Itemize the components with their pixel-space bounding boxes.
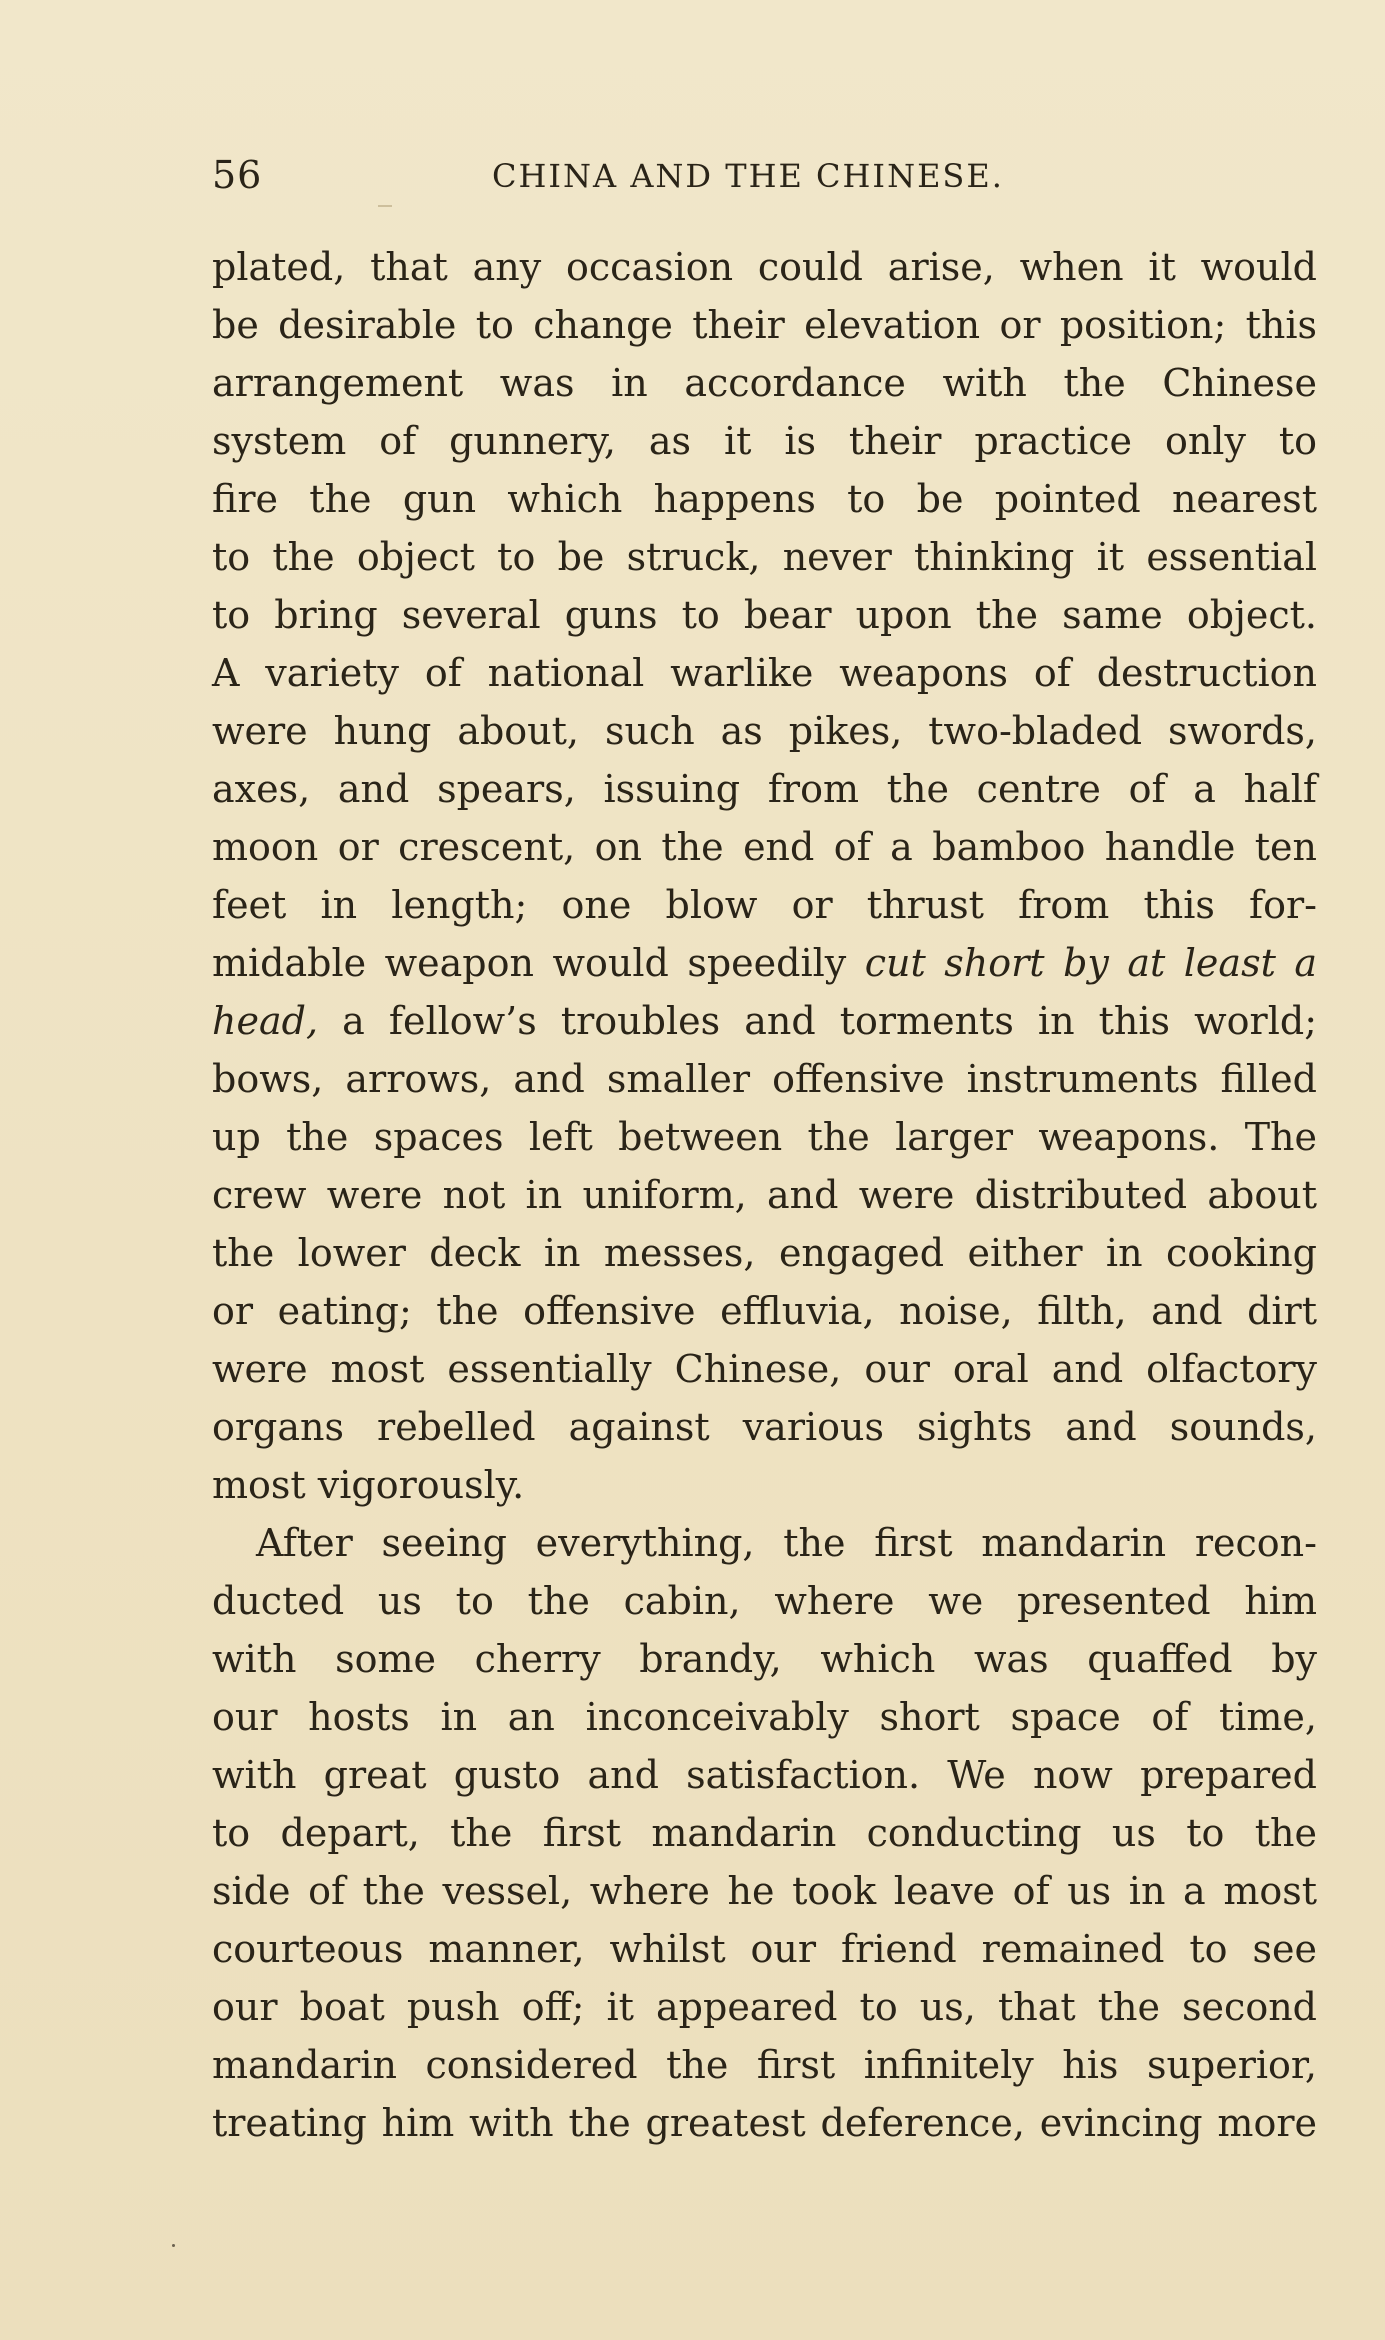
text-line: side of the vessel, where he took leave of us in a most <box>212 1869 1317 1913</box>
italic-phrase: head, <box>212 999 319 1043</box>
text-line: or eating; the offensive effluvia, noise, filth, and dirt <box>212 1289 1317 1333</box>
text-line-mixed <box>212 934 1317 992</box>
text-line: mandarin considered the first infinitely his superior, <box>212 2043 1317 2087</box>
text-line: to bring several guns to bear upon the same object. <box>212 593 1317 637</box>
text-line: with some cherry brandy, which was quaffed by <box>212 1637 1317 1681</box>
page-header <box>212 150 1317 200</box>
text-line: our boat push off; it appeared to us, that the second <box>212 1985 1317 2029</box>
ink-mark <box>378 205 392 207</box>
text-line: arrangement was in accordance with the Chinese <box>212 361 1317 405</box>
text-line: crew were not in uniform, and were distributed about <box>212 1173 1317 1217</box>
text-line: be desirable to change their elevation or position; this <box>212 303 1317 347</box>
text-line: axes, and spears, issuing from the centre of a half <box>212 767 1317 811</box>
text-line: fire the gun which happens to be pointed nearest <box>212 477 1317 521</box>
text-line: were hung about, such as pikes, two-bladed swords, <box>212 709 1317 753</box>
text-line: moon or crescent, on the end of a bamboo handle ten <box>212 825 1317 869</box>
body-text <box>212 238 1317 2152</box>
page-number: 56 <box>212 153 263 197</box>
text-line: courteous manner, whilst our friend remained to see <box>212 1927 1317 1971</box>
text-line: system of gunnery, as it is their practice only to <box>212 419 1317 463</box>
text-line: organs rebelled against various sights and sounds, <box>212 1405 1317 1449</box>
text-line: to depart, the first mandarin conducting us to the <box>212 1811 1317 1855</box>
ink-speck <box>172 2244 175 2247</box>
text-line: were most essentially Chinese, our oral and olfactory <box>212 1347 1317 1391</box>
text-line: bows, arrows, and smaller offensive instruments filled <box>212 1057 1317 1101</box>
text-run: midable weapon would speedily <box>212 941 865 985</box>
text-line: with great gusto and satisfaction. We now prepared <box>212 1753 1317 1797</box>
text-line: A variety of national warlike weapons of destruction <box>212 651 1317 695</box>
text-line: ducted us to the cabin, where we presented him <box>212 1579 1317 1623</box>
text-line: plated, that any occasion could arise, when it would <box>212 245 1317 289</box>
text-line: our hosts in an inconceivably short space of time, <box>212 1695 1317 1739</box>
text-line: the lower deck in messes, engaged either in cooking <box>212 1231 1317 1275</box>
text-line: up the spaces left between the larger weapons. The <box>212 1115 1317 1159</box>
text-run: a fellow’s troubles and torments in this world; <box>318 999 1317 1043</box>
text-line-mixed <box>212 992 1317 1050</box>
text-line: most vigorously. <box>212 1463 525 1507</box>
text-line: feet in length; one blow or thrust from this for- <box>212 883 1317 927</box>
italic-phrase: cut short by at least a <box>864 941 1318 985</box>
text-line: After seeing everything, the first mandarin recon- <box>256 1521 1317 1565</box>
text-line: to the object to be struck, never thinking it essential <box>212 535 1317 579</box>
running-head: CHINA AND THE CHINESE. <box>492 157 1004 195</box>
text-line: treating him with the greatest deference, evincing more <box>212 2101 1317 2145</box>
